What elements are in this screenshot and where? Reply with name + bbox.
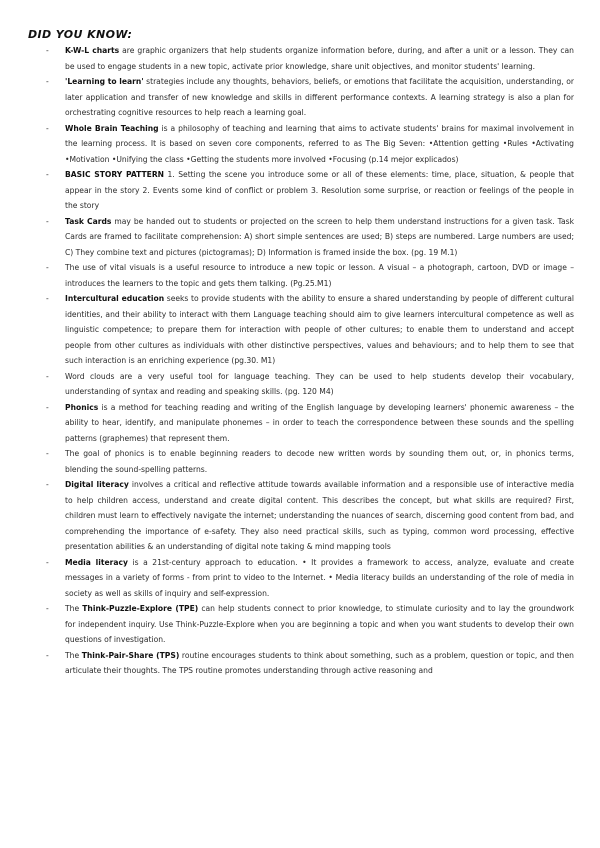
item-text: The use of vital visuals is a useful resource to introduce a new topic or lesson. A visual – a photograph, cartoon, DVD or image – introduces the learners to the topic and gets them talking. (Pg.25.M1)	[65, 263, 574, 288]
item-text: The goal of phonics is to enable beginning readers to decode new written words by sounding them out, or, in phonics terms, blending the sound-spelling patterns.	[65, 449, 574, 474]
item-text: can help students connect to prior knowledge, to stimulate curiosity and to lay the groundwork for independent inquiry. Use Think-Puzzle-Explore when you are beginning a topic and when you want students to develop their own questions of investigation.	[65, 604, 574, 644]
page-heading: DID YOU KNOW:	[28, 28, 133, 41]
item-term: Media literacy	[65, 557, 128, 567]
item-text: involves a critical and reflective attitude towards available information and a responsible use of interactive media to help children access, understand and create digital content. This describes the concept, but what skills are required? First, children must learn to effectively navigate the internet; understanding the nuances of search, discerning good content from bad, and comprehending the importance of e-safety. They also need practical skills, such as typing, common word processing, effective presentation abilities & an understanding of digital note taking & mind mapping tools	[65, 480, 574, 551]
item-term: BASIC STORY PATTERN	[65, 170, 165, 179]
item-prefix: The	[65, 650, 82, 660]
list-item: - Word clouds are a very useful tool for language teaching. They can be used to help students develop their vocabulary, understanding of syntax and reading and speaking skills. (pg. 120 M4)	[46, 371, 574, 396]
item-term: K-W-L charts	[65, 46, 120, 55]
item-term: Task Cards	[65, 216, 112, 226]
list-item: - Intercultural education seeks to provide students with the ability to ensure a shared understanding by people of different cultural identities, and their ability to interact with them Language teaching should aim to give learners intercultural competence as well as linguistic competence; to prepare them for interaction with people of other cultures; to enable them to understand and accept people from other cultures as individuals with other distinctive perspectives, values and behaviours; and to help them to see that such interaction is an enriching experience (pg.30. M1)	[46, 294, 574, 365]
facts-list	[44, 43, 574, 679]
item-text: is a method for teaching reading and writing of the English language by developing learners' phonemic awareness – the ability to hear, identify, and manipulate phonemes – in order to teach the correspondence between these sounds and the spelling patterns (graphemes) that represent them.	[65, 402, 574, 443]
item-text: 1. Setting the scene you introduce some or all of these elements: time, place, situation, & people that appear in the story 2. Events some kind of conflict or problem 3. Resolution some surprise, or reaction or feelings of the people in the story	[65, 170, 574, 210]
list-item: - K-W-L charts are graphic organizers that help students organize information before, during, and after a unit or a lesson. They can be used to engage students in a new topic, activate prior knowledge, share unit objectives, and monitor students' learning.	[46, 46, 574, 71]
list-item: - The goal of phonics is to enable beginning readers to decode new written words by sounding them out, or, in phonics terms, blending the sound-spelling patterns.	[46, 449, 574, 474]
list-item: - Digital literacy involves a critical and reflective attitude towards available information and a responsible use of interactive media to help children access, understand and create digital content. This describes the concept, but what skills are required? First, children must learn to effectively navigate the internet; understanding the nuances of search, discerning good content from bad, and comprehending the importance of e-safety. They also need practical skills, such as typing, common word processing, effective presentation abilities & an understanding of digital note taking & mind mapping tools	[46, 480, 574, 551]
item-term: Think-Pair-Share (TPS)	[81, 650, 180, 660]
list-item: - Task Cards may be handed out to students or projected on the screen to help them understand instructions for a given task. Task Cards are framed to facilitate comprehension: A) short simple sentences are used; B) steps are numbered. Large numbers are used; C) They combine text and pictures (pictogramas); D) Information is framed inside the box. (pg. 19 M.1)	[46, 216, 574, 257]
item-text: may be handed out to students or projected on the screen to help them understand instructions for a given task. Task Cards are framed to facilitate comprehension: A) short simple sentences are used; B) steps are numbered. Large numbers are used; C) They combine text and pictures (pictogramas); D) Information is framed inside the box. (pg. 19 M.1)	[65, 216, 574, 257]
item-text: is a philosophy of teaching and learning that aims to activate students' brains for maximal involvement in the learning process. It is based on seven core components, referred to as The Big Seven: •Attention getting •Rules •Activating •Motivation •Unifying the class •Getting the students more involved •Focusing (p.14 mejor explicados)	[65, 123, 574, 164]
list-item: - Phonics is a method for teaching reading and writing of the English language by developing learners' phonemic awareness – the ability to hear, identify, and manipulate phonemes – in order to teach the correspondence between these sounds and the spelling patterns (graphemes) that represent them.	[46, 402, 574, 443]
item-text: seeks to provide students with the ability to ensure a shared understanding by people of different cultural identities, and their ability to interact with them Language teaching should aim to give learners intercultural competence as well as linguistic competence; to prepare them for interaction with people of other cultures; to enable them to understand and accept people from other cultures as individuals with other distinctive perspectives, values and behaviours; and to help them to see that such interaction is an enriching experience (pg.30. M1)	[65, 294, 574, 365]
list-item: - 'Learning to learn' strategies include any thoughts, behaviors, beliefs, or emotions that facilitate the acquisition, understanding, or later application and transfer of new knowledge and skills in different performance contexts. A learning strategy is also a plan for orchestrating cognitive resources to help reach a learning goal.	[46, 77, 574, 117]
list-item: - Media literacy is a 21st-century approach to education. • It provides a framework to access, analyze, evaluate and create messages in a variety of forms - from print to video to the Internet. • Media literacy builds an understanding of the role of media in society as well as skills of inquiry and self-expression.	[46, 557, 575, 598]
item-text: strategies include any thoughts, behaviors, beliefs, or emotions that facilitate the acquisition, understanding, or later application and transfer of new knowledge and skills in different performance contexts. A learning strategy is also a plan for orchestrating cognitive resources to help reach a learning goal.	[65, 77, 574, 117]
item-term: Think-Puzzle-Explore (TPE)	[82, 604, 199, 613]
item-term: Whole Brain Teaching	[65, 123, 159, 133]
list-item: - Whole Brain Teaching is a philosophy of teaching and learning that aims to activate students' brains for maximal involvement in the learning process. It is based on seven core components, referred to as The Big Seven: •Attention getting •Rules •Activating •Motivation •Unifying the class •Getting the students more involved •Focusing (p.14 mejor explicados)	[46, 123, 574, 164]
list-item: - The Think-Puzzle-Explore (TPE) can help students connect to prior knowledge, to stimulate curiosity and to lay the groundwork for independent inquiry. Use Think-Puzzle-Explore when you are beginning a topic and when you want students to develop their own questions of investigation.	[46, 604, 574, 644]
list-item: - The Think-Pair-Share (TPS) routine encourages students to think about something, such as a problem, question or topic, and then articulate their thoughts. The TPS routine promotes understanding through active reasoning and	[46, 650, 574, 675]
item-text: routine encourages students to think about something, such as a problem, question or topic, and then articulate their thoughts. The TPS routine promotes understanding through active reasoning and	[65, 650, 574, 675]
item-text: is a 21st-century approach to education. • It provides a framework to access, analyze, evaluate and create messages in a variety of forms - from print to video to the Internet. • Media literacy builds an understanding of the role of media in society as well as skills of inquiry and self-expression.	[65, 557, 575, 598]
item-prefix: The	[65, 604, 83, 613]
list-item: - The use of vital visuals is a useful resource to introduce a new topic or lesson. A visual – a photograph, cartoon, DVD or image – introduces the learners to the topic and gets them talking. (Pg.25.M1)	[46, 263, 574, 288]
item-term: 'Learning to learn'	[65, 77, 144, 86]
item-term: Intercultural education	[65, 294, 165, 303]
item-term: Phonics	[65, 402, 99, 412]
item-text: are graphic organizers that help students organize information before, during, and after a unit or a lesson. They can be used to engage students in a new topic, activate prior knowledge, share unit objectives, and monitor students' learning.	[65, 46, 574, 71]
list-item: - BASIC STORY PATTERN 1. Setting the scene you introduce some or all of these elements: time, place, situation, & people that appear in the story 2. Events some kind of conflict or problem 3. Resolution some surprise, or reaction or feelings of the people in the story	[46, 170, 574, 210]
item-text: Word clouds are a very useful tool for language teaching. They can be used to help students develop their vocabulary, understanding of syntax and reading and speaking skills. (pg. 120 M4)	[65, 371, 574, 396]
item-term: Digital literacy	[65, 480, 129, 489]
